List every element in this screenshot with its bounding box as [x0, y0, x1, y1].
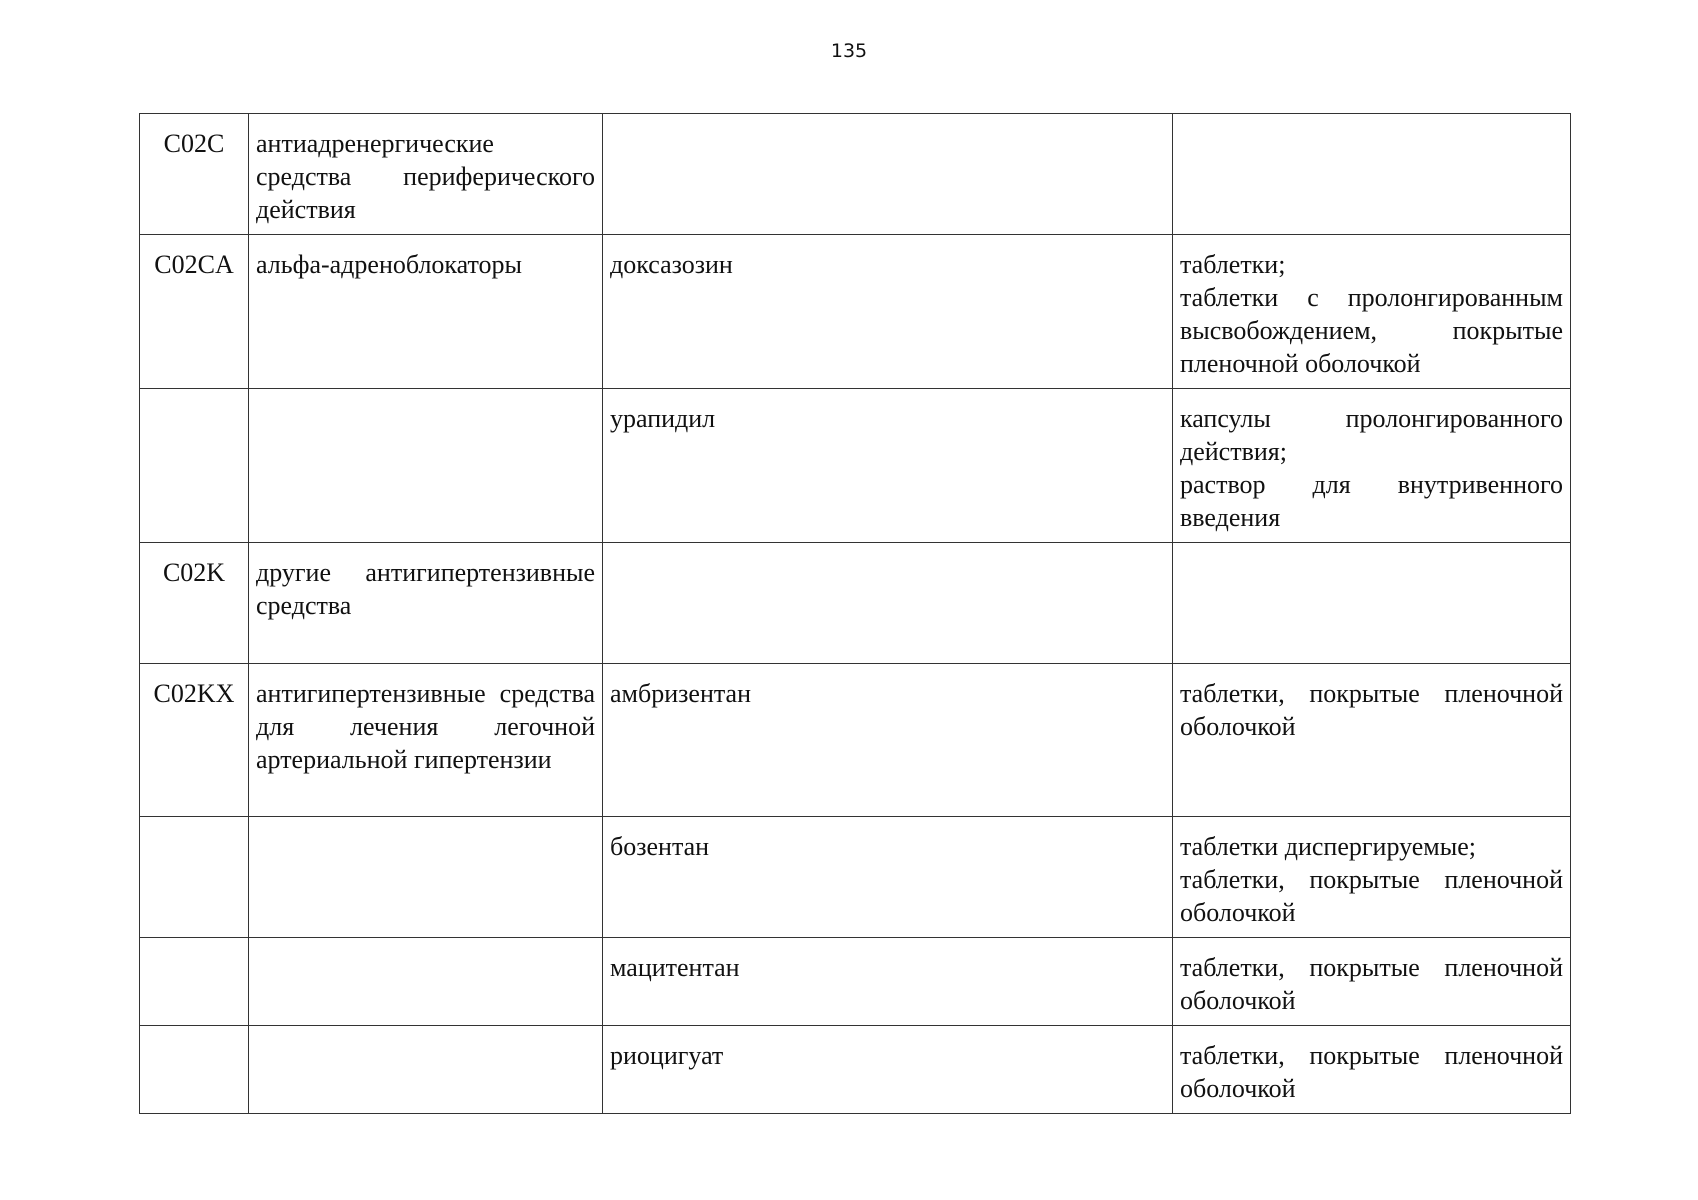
drug-cell: урапидил [603, 389, 1173, 543]
atc-code-cell: C02KX [140, 664, 249, 817]
dosage-form-cell [1173, 235, 1571, 389]
group-cell: антиадренергические средства периферического действия [249, 114, 603, 235]
drug-cell: амбризентан [603, 664, 1173, 817]
drug-cell: бозентан [603, 817, 1173, 938]
drug-cell [603, 114, 1173, 235]
dosage-form-line: таблетки, покрытые пленочной оболочкой [1180, 679, 1563, 741]
table-row [140, 938, 1571, 1026]
drug-table [139, 113, 1571, 1114]
atc-code-cell: C02K [140, 543, 249, 664]
drug-cell: мацитентан [603, 938, 1173, 1026]
dosage-form-line: раствор для внутривенного введения [1180, 470, 1563, 532]
dosage-form-line: таблетки; [1180, 250, 1286, 279]
drug-cell [603, 543, 1173, 664]
table-row [140, 543, 1571, 664]
dosage-form-line: таблетки, покрытые пленочной оболочкой [1180, 953, 1563, 1015]
atc-code-cell [140, 817, 249, 938]
table-row [140, 1026, 1571, 1114]
table-row [140, 114, 1571, 235]
atc-code-cell [140, 1026, 249, 1114]
dosage-form-line: таблетки, покрытые пленочной оболочкой [1180, 865, 1563, 927]
dosage-form-cell [1173, 389, 1571, 543]
group-cell: альфа-адреноблокаторы [249, 235, 603, 389]
dosage-form-cell [1173, 543, 1571, 664]
dosage-form-cell [1173, 114, 1571, 235]
atc-code-cell [140, 389, 249, 543]
drug-cell: риоцигуат [603, 1026, 1173, 1114]
table-row [140, 235, 1571, 389]
group-cell [249, 938, 603, 1026]
dosage-form-cell [1173, 817, 1571, 938]
dosage-form-line: таблетки, покрытые пленочной оболочкой [1180, 1041, 1563, 1103]
dosage-form-line: капсулы пролонгированного действия; [1180, 404, 1563, 466]
dosage-form-cell [1173, 1026, 1571, 1114]
group-cell [249, 817, 603, 938]
group-cell: другие антигипертензивные средства [249, 543, 603, 664]
dosage-form-cell [1173, 938, 1571, 1026]
group-cell [249, 1026, 603, 1114]
dosage-form-line: таблетки диспергируемые; [1180, 832, 1476, 861]
dosage-form-cell [1173, 664, 1571, 817]
atc-code-cell: C02CA [140, 235, 249, 389]
page-number: 135 [830, 40, 868, 62]
table-row [140, 389, 1571, 543]
drug-cell: доксазозин [603, 235, 1173, 389]
group-cell [249, 389, 603, 543]
group-cell: антигипертензивные средства для лечения легочной артериальной гипертензии [249, 664, 603, 817]
atc-code-cell: C02C [140, 114, 249, 235]
table-row [140, 817, 1571, 938]
dosage-form-line: таблетки с пролонгированным высвобождением, покрытые пленочной оболочкой [1180, 283, 1563, 378]
atc-code-cell [140, 938, 249, 1026]
table-row [140, 664, 1571, 817]
